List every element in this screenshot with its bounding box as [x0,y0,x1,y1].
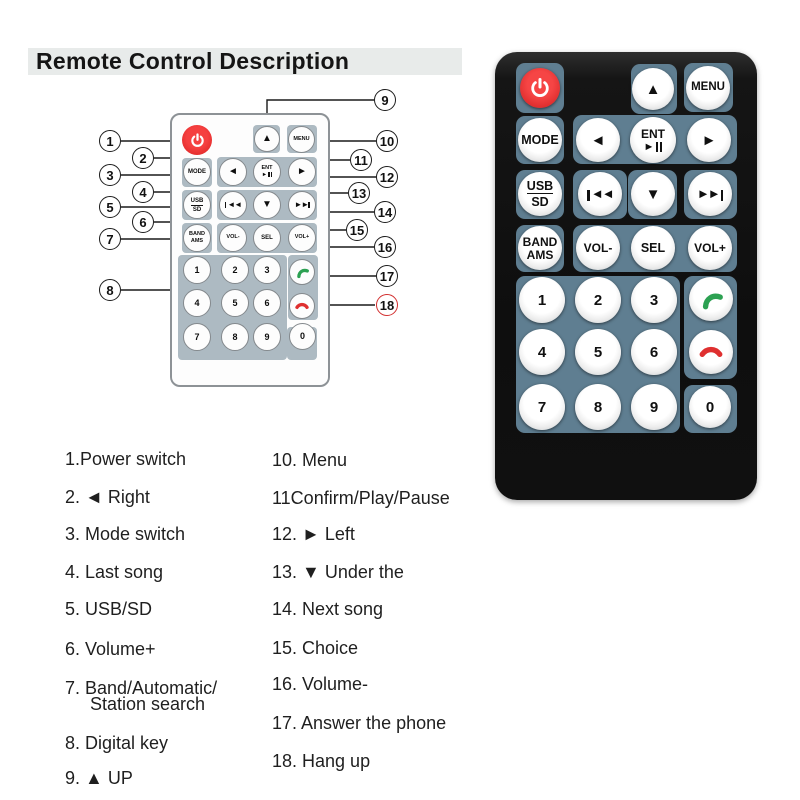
schematic-digit-7: 7 [183,323,211,351]
legend-item-2: 2. ◄ Right [65,487,150,507]
callout-15: 15 [346,219,368,241]
schematic-answer-button [289,259,315,285]
callout-17: 17 [376,265,398,287]
schematic-digit-3: 3 [253,256,281,284]
photo-digit-8: 8 [575,384,621,430]
callout-11: 11 [350,149,372,171]
photo-usb-sd-button: USB SD [518,172,562,216]
callout-4: 4 [132,181,154,203]
schematic-right-button [288,158,316,186]
legend-item-5: 5. USB/SD [65,599,153,619]
play-pause-icon: ► [644,142,663,153]
down-arrow-icon: ▼ [262,199,272,210]
right-arrow-icon: ► [701,131,717,149]
callout-16: 16 [374,236,396,258]
legend-item-15: 15. Choice [272,638,359,658]
legend-item-1: 1.Power switch [65,449,187,469]
photo-next-button [688,172,732,216]
photo-up-button [632,68,674,110]
schematic-next-button [288,191,316,219]
photo-power-button [520,68,560,108]
schematic-vol-minus-button: VOL- [219,224,247,252]
photo-digit-5: 5 [575,329,621,375]
legend-item-7-line1: 7. Band/Automatic/ [65,678,218,698]
answer-phone-icon [692,280,731,319]
legend-item-3: 3. Mode switch [65,524,186,544]
photo-digit-0: 0 [689,386,731,428]
legend-item-7-line2: Station search [90,694,206,714]
legend-item-8: 8. Digital key [65,733,169,753]
callout-5: 5 [99,196,121,218]
callout-3: 3 [99,164,121,186]
photo-digit-6: 6 [631,329,677,375]
callout-10: 10 [376,130,398,152]
callout-9: 9 [374,89,396,111]
up-arrow-icon: ▲ [262,133,272,144]
next-track-icon: ►► [697,187,723,200]
legend-item-4: 4. Last song [65,562,164,582]
previous-track-icon: ◄◄ [225,201,241,209]
schematic-digit-4: 4 [183,289,211,317]
photo-vol-plus-button: VOL+ [688,226,732,270]
schematic-digit-8: 8 [221,323,249,351]
schematic-ent-button: ENT ► [253,158,281,186]
legend-item-17: 17. Answer the phone [272,713,447,733]
legend-item-11: 11Confirm/Play/Pause [272,488,450,508]
play-pause-icon: ► [262,172,272,178]
legend-item-14: 14. Next song [272,599,384,619]
photo-digit-7: 7 [519,384,565,430]
schematic-digit-2: 2 [221,256,249,284]
next-track-icon: ►► [294,200,309,209]
legend-item-18: 18. Hang up [272,751,371,771]
answer-phone-icon [291,261,313,283]
schematic-digit-5: 5 [221,289,249,317]
photo-digit-4: 4 [519,329,565,375]
photo-digit-1: 1 [519,277,565,323]
schematic-mode-button: MODE [183,158,211,186]
photo-right-button [687,118,731,162]
callout-6: 6 [132,211,154,233]
power-icon [189,132,206,149]
photo-digit-9: 9 [631,384,677,430]
schematic-menu-button: MENU [288,126,315,153]
hang-up-icon [697,338,725,366]
legend-item-12: 12. ► Left [272,524,355,544]
callout-18: 18 [376,294,398,316]
photo-previous-button [578,172,622,216]
right-arrow-icon: ► [297,166,307,177]
schematic-sel-button: SEL [253,224,281,252]
legend-item-13: 13. ▼ Under the [272,562,404,582]
legend-item-16: 16. Volume- [272,674,369,694]
photo-left-button [576,118,620,162]
schematic-hangup-button [289,293,315,319]
schematic-down-button [253,191,281,219]
previous-track-icon: ◄◄ [587,187,612,200]
schematic-vol-plus-button: VOL+ [288,224,316,252]
photo-down-button [631,172,675,216]
page-title: Remote Control Description [28,48,462,75]
hang-up-icon [294,298,310,314]
photo-menu-button: MENU [686,66,730,110]
left-arrow-icon: ◄ [228,166,238,177]
down-arrow-icon: ▼ [645,185,661,203]
schematic-digit-0: 0 [289,323,316,350]
photo-digit-3: 3 [631,277,677,323]
callout-8: 8 [99,279,121,301]
schematic-power-button [182,125,212,155]
schematic-usb-sd-button: USB SD [183,191,211,219]
callout-2: 2 [132,147,154,169]
photo-mode-button: MODE [518,118,562,162]
photo-hangup-button [689,330,733,374]
photo-sel-button: SEL [631,226,675,270]
callout-14: 14 [374,201,396,223]
photo-digit-2: 2 [575,277,621,323]
schematic-previous-button [219,191,247,219]
legend-item-9: 9. ▲ UP [65,768,133,788]
schematic-left-button [219,158,247,186]
photo-ent-button: ENT ► [630,117,676,163]
legend-item-6: 6. Volume+ [65,639,156,659]
power-icon [528,76,552,100]
left-arrow-icon: ◄ [590,131,606,149]
schematic-digit-9: 9 [253,323,281,351]
legend-item-10: 10. Menu [272,450,348,470]
schematic-digit-1: 1 [183,256,211,284]
callout-1: 1 [99,130,121,152]
schematic-digit-6: 6 [253,289,281,317]
photo-vol-minus-button: VOL- [576,226,620,270]
callout-7: 7 [99,228,121,250]
photo-band-ams-button: BAND AMS [518,226,562,270]
up-arrow-icon: ▲ [645,80,661,98]
schematic-up-button [254,126,280,152]
callout-13: 13 [348,182,370,204]
schematic-band-ams-button: BAND AMS [183,224,211,252]
callout-12: 12 [376,166,398,188]
photo-answer-button [689,277,733,321]
